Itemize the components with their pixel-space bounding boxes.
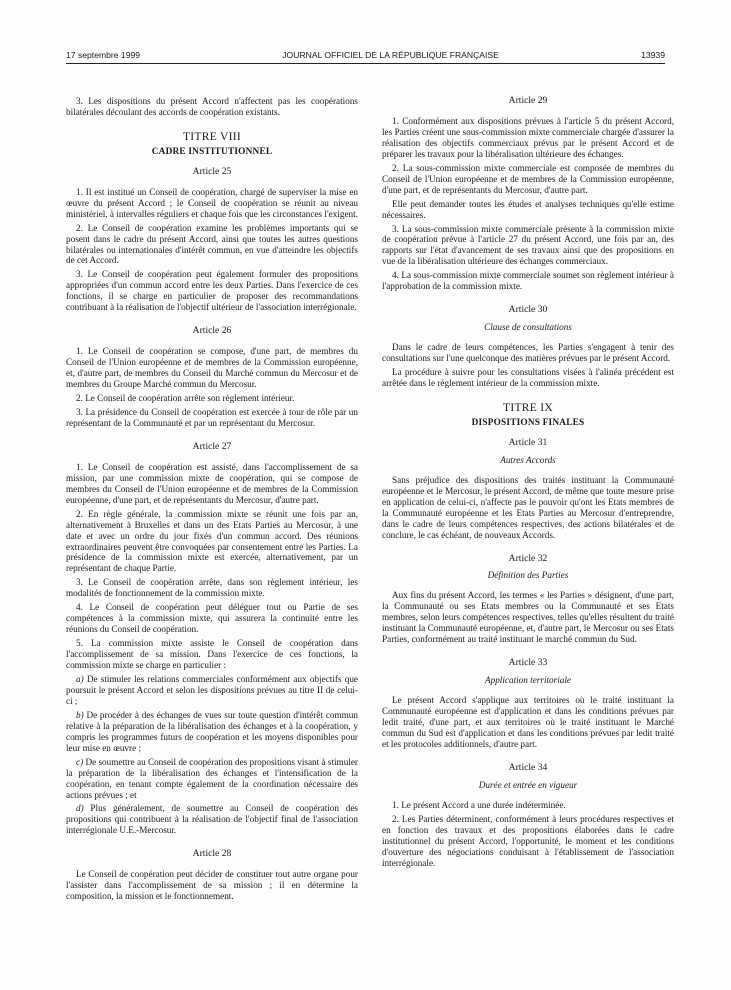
paragraph: Elle peut demander toutes les études et analyses techniques qu'elle estime nécessaires. [382, 198, 674, 220]
article-heading: Article 28 [192, 848, 232, 860]
list-item-letter: d) [76, 803, 84, 814]
right-column [382, 96, 674, 868]
page-header [66, 50, 665, 60]
article-subtitle: Autres Accords [500, 454, 556, 465]
paragraph: 2. Le Conseil de coopération examine les problèmes importants qui se posent dans le cadre du présent Accord, ainsi que toutes les autres questions bilatérales ou internationales d'intérêt commun, en vue d'atteindre les objectifs de cet Accord. [66, 222, 358, 266]
paragraph: 1. Le Conseil de coopération se compose, d'une part, de membres du Conseil de l'Union européenne et de membres de la Commission européenne, et, d'autre part, de membres du Conseil du Marché commun du Mercosur et de membres du Groupe Marché commun du Mercosur. [66, 346, 358, 390]
header-rule [66, 63, 665, 64]
paragraph: 1. Il est institué un Conseil de coopération, chargé de superviser la mise en œuvre du présent Accord ; le Conseil de coopération se réunit au niveau ministériel, à intervalles réguliers et chaque fois que les circonstances l'exigent. [66, 186, 358, 219]
paragraph: 1. Le présent Accord a une durée indéterminée. [392, 799, 566, 810]
list-item-letter: a) [76, 673, 84, 684]
paragraph: 3. La sous-commission mixte commerciale présente à la commission mixte de coopération prévue à l'article 27 du présent Accord, une fois par an, des rapports sur l'état d'avancement de ses travaux ainsi que des propositions en vue de la libéralisation ultérieure des échanges commerciaux. [382, 223, 674, 267]
list-item-text: De soumettre au Conseil de coopération des propositions visant à stimuler la préparation de la libéralisation des échanges et l'intensification de la coopération, en tenant compte également de la coordination nécessaire des actions prévues ; et [66, 756, 358, 800]
header-date: 17 septembre 1999 [66, 50, 141, 60]
paragraph: 1. Conformément aux dispositions prévues à l'article 5 du présent Accord, les Parties créent une sous-commission mixte commerciale chargée d'assurer la réalisation des objectifs commerciaux prévus par le présent Accord et de préparer les travaux pour la libéralisation ultérieure des échanges. [382, 115, 674, 159]
list-item-letter: b) [76, 709, 84, 720]
paragraph: 5. La commission mixte assiste le Conseil de coopération dans l'accomplissement de sa mission. Dans l'exercice de ces fonctions, la commission mixte se charge en particulier : [66, 638, 358, 671]
paragraph: 1. Le Conseil de coopération est assisté, dans l'accomplissement de sa mission, par une commission mixte de coopération, qui se compose de membres du Conseil de l'Union européenne et de membres de la Commission européenne, d'une part, et de représentants du Mercosur, d'autre part. [66, 461, 358, 505]
paragraph: Le Conseil de coopération peut décider de constituer tout autre organe pour l'assister dans l'accomplissement de sa mission ; il en détermine la composition, la mission et le fonctionnement. [66, 869, 358, 902]
titre-heading: TITRE VIII [182, 130, 242, 143]
article-heading: Article 34 [508, 761, 548, 773]
paragraph: 2. Le Conseil de coopération arrête son règlement intérieur. [76, 393, 295, 404]
list-item-text: De stimuler les relations commerciales conformément aux objectifs que poursuit le présent Accord et selon les dispositions prévues au titre II de celui-ci ; [66, 673, 358, 706]
header-page-number: 13939 [641, 50, 665, 60]
article-subtitle: Définition des Parties [487, 570, 569, 581]
header-journal-title: JOURNAL OFFICIEL DE LA RÉPUBLIQUE FRANÇAISE [282, 50, 499, 60]
paragraph: 3. La présidence du Conseil de coopération est exercée à tour de rôle par un représentant de la Communauté et par un représentant du Mercosur. [66, 406, 358, 428]
paragraph: 3. Le Conseil de coopération arrête, dans son règlement intérieur, les modalités de fonctionnement de la commission mixte. [66, 577, 358, 599]
left-column [66, 96, 358, 902]
paragraph: Aux fins du présent Accord, les termes « les Parties » désignent, d'une part, la Communauté ou ses Etats membres ou la Communauté et ses Etats membres, selon leurs compétences respectives, telles qu'elles résultent du traité instituant la Communauté européenne, et, d'autre part, le Mercosur ou ses Etats Parties, conformément au traité instituant le marché commun du Sud. [382, 590, 674, 645]
titre-heading: TITRE IX [503, 401, 553, 414]
paragraph: Sans préjudice des dispositions des traités instituant la Communauté européenne et le Mercosur, le présent Accord, de même que toute mesure prise en application de celui-ci, n'affecte pas le pouvoir qu'ont les Etats membres de la Communauté européenne et les Etats Parties au Mercosur d'entreprendre, dans le cadre de leurs compétences respectives, des actions bilatérales et de conclure, le cas échéant, de nouveaux Accords. [382, 474, 674, 540]
paragraph: Dans le cadre de leurs compétences, les Parties s'engagent à tenir des consultations sur l'une quelconque des matières prévues par le présent Accord. [382, 342, 674, 364]
article-subtitle: Durée et entrée en vigueur [478, 779, 578, 790]
article-heading: Article 26 [192, 325, 232, 337]
titre-subheading: DISPOSITIONS FINALES [471, 417, 585, 428]
article-heading: Article 29 [508, 95, 548, 106]
paragraph: 2. En règle générale, la commission mixte se réunit une fois par an, alternativement à Bruxelles et dans un des Etats Parties au Mercosur, à une date et avec un ordre du jour fixés d'un commun accord. Des réunions extraordinaires peuvent être convoquées par consentement entre les Parties. La présidence de la commission mixte est exercée, alternativement, par un représentant de chaque Partie. [66, 508, 358, 574]
list-item [66, 803, 358, 836]
paragraph: 4. Le Conseil de coopération peut déléguer tout ou Partie de ses compétences à la commission mixte, qui assurera la continuité entre les réunions du Conseil de coopération. [66, 602, 358, 635]
list-item-text: Plus généralement, de soumettre au Conseil de coopération des propositions qui contribuent à la réalisation de l'objectif final de l'association interrégionale U.E.-Mercosur. [66, 803, 358, 836]
article-subtitle: Clause de consultations [484, 322, 572, 333]
article-heading: Article 30 [508, 304, 548, 316]
list-item [66, 710, 358, 754]
paragraph: Le présent Accord s'applique aux territoires où le traité instituant la Communauté européenne est d'application et dans les conditions prévues par ledit traité, d'une part, et aux territoires où le traité instituant le Marché commun du Sud est d'application et dans les conditions prévues par ledit traité et les protocoles additionnels, d'autre part. [382, 695, 674, 749]
titre-subheading: CADRE INSTITUTIONNEL [151, 146, 273, 157]
paragraph: 2. La sous-commission mixte commerciale est composée de membres du Conseil de l'Union européenne et de membres de la Commission européenne, d'une part, et de représentants du Mercosur, d'autre part. [382, 162, 674, 195]
article-heading: Article 31 [508, 436, 548, 448]
paragraph: 2. Les Parties déterminent, conformément à leurs procédures respectives et en fonction des travaux et des propositions élaborées dans le cadre institutionnel du présent Accord, l'opportunité, le moment et les conditions d'ouverture des négociations conduisant à l'établissement de l'association interrégionale. [382, 813, 674, 868]
paragraph: 4. La sous-commission mixte commerciale soumet son règlement intérieur à l'approbation de la commission mixte. [382, 270, 674, 292]
list-item [66, 674, 358, 707]
list-item-text: De procéder à des échanges de vues sur toute question d'intérêt commun relative à la préparation de la libéralisation des échanges et à la coopération, y compris les programmes futurs de coopération et les moyens disponibles pour leur mise en œuvre ; [66, 709, 358, 753]
paragraph: 3. Le Conseil de coopération peut également formuler des propositions appropriées d'un commun accord entre les deux Parties. Dans l'exercice de ces fonctions, il se charge en particulier de proposer des recommandations contribuant à la réalisation de l'objectif ultérieur de l'association interrégionale. [66, 269, 358, 313]
paragraph: 3. Les dispositions du présent Accord n'affectent pas les coopérations bilatérales découlant des accords de coopération existants. [66, 96, 358, 117]
article-heading: Article 33 [508, 657, 548, 669]
article-heading: Article 32 [508, 552, 548, 564]
article-heading: Article 27 [192, 440, 232, 452]
article-subtitle: Application territoriale [485, 675, 571, 686]
paragraph: La procédure à suivre pour les consultations visées à l'alinéa précédent est arrêtée dans le règlement intérieur de la commission mixte. [382, 367, 674, 389]
article-heading: Article 25 [192, 165, 232, 177]
list-item-letter: c) [76, 756, 84, 767]
list-item [66, 757, 358, 801]
